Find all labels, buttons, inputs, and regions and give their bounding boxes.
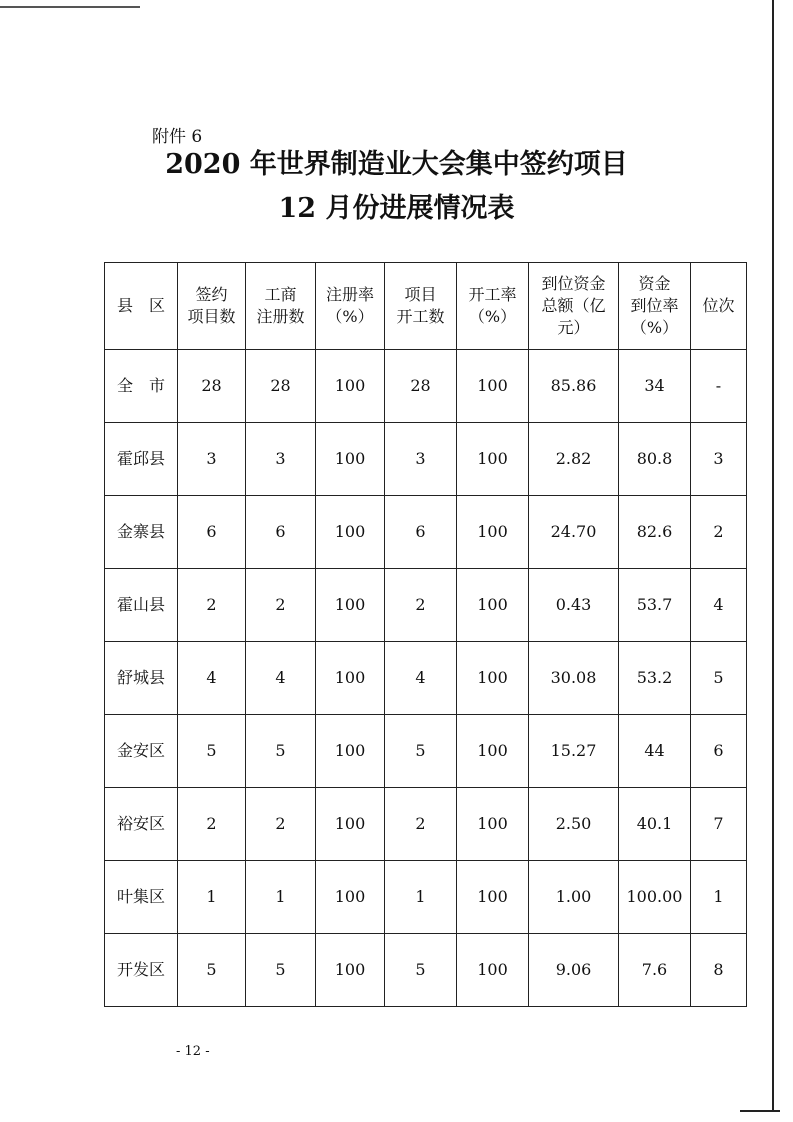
- table-cell: 1: [246, 861, 316, 934]
- table-cell: 53.2: [619, 642, 691, 715]
- column-header: [178, 263, 246, 350]
- progress-table: [104, 262, 747, 1007]
- table-cell: 5: [246, 715, 316, 788]
- table-header-row: [105, 263, 747, 350]
- table-cell: 82.6: [619, 496, 691, 569]
- column-header-line: 位次: [702, 296, 735, 315]
- table-cell: 5: [691, 642, 747, 715]
- table-cell: 53.7: [619, 569, 691, 642]
- column-header-line: 项目: [404, 285, 437, 304]
- column-header: [105, 263, 178, 350]
- table-cell: 80.8: [619, 423, 691, 496]
- column-header: [619, 263, 691, 350]
- table-cell: 2: [246, 569, 316, 642]
- county-cell: 霍邱县: [105, 423, 178, 496]
- table-cell: 2.82: [529, 423, 619, 496]
- table-cell: 100: [316, 350, 385, 423]
- column-header: [316, 263, 385, 350]
- column-header-line: 注册率: [325, 285, 374, 304]
- table-cell: 85.86: [529, 350, 619, 423]
- column-header-line: 到位率: [630, 296, 679, 315]
- table-cell: 100: [457, 715, 529, 788]
- column-header: [529, 263, 619, 350]
- column-header: [457, 263, 529, 350]
- table-cell: 100: [457, 934, 529, 1007]
- table-row: [105, 496, 747, 569]
- table-cell: 6: [691, 715, 747, 788]
- table-cell: -: [691, 350, 747, 423]
- table-cell: 100: [457, 423, 529, 496]
- table-cell: 3: [385, 423, 457, 496]
- table-cell: 28: [246, 350, 316, 423]
- table-row: [105, 934, 747, 1007]
- table-row: [105, 423, 747, 496]
- county-cell: 霍山县: [105, 569, 178, 642]
- column-header: [246, 263, 316, 350]
- table-cell: 24.70: [529, 496, 619, 569]
- table-cell: 100: [316, 496, 385, 569]
- table-cell: 100: [316, 788, 385, 861]
- table-cell: 4: [178, 642, 246, 715]
- table-cell: 3: [178, 423, 246, 496]
- table-cell: 7.6: [619, 934, 691, 1007]
- column-header-line: 县 区: [116, 296, 165, 315]
- column-header-line: 总额（亿: [541, 296, 606, 315]
- table-cell: 6: [385, 496, 457, 569]
- county-cell: 全 市: [105, 350, 178, 423]
- table-cell: 5: [385, 715, 457, 788]
- table-cell: 2.50: [529, 788, 619, 861]
- table-row: [105, 350, 747, 423]
- table-cell: 100: [457, 569, 529, 642]
- county-cell: 舒城县: [105, 642, 178, 715]
- table-cell: 28: [385, 350, 457, 423]
- table-cell: 2: [385, 569, 457, 642]
- page-number: - 12 -: [176, 1044, 210, 1059]
- table-cell: 100: [316, 715, 385, 788]
- table-cell: 7: [691, 788, 747, 861]
- column-header-line: （%）: [326, 307, 374, 326]
- column-header-line: 到位资金: [541, 274, 606, 293]
- scan-edge-line: [0, 6, 140, 8]
- table-cell: 100: [457, 642, 529, 715]
- table-cell: 100: [316, 642, 385, 715]
- column-header-line: 开工率: [468, 285, 517, 304]
- table-cell: 4: [691, 569, 747, 642]
- table-cell: 2: [178, 569, 246, 642]
- column-header-line: 签约: [195, 285, 228, 304]
- table-cell: 4: [385, 642, 457, 715]
- table-row: [105, 642, 747, 715]
- table-cell: 5: [385, 934, 457, 1007]
- column-header: [385, 263, 457, 350]
- column-header-line: （%）: [630, 318, 679, 337]
- column-header-line: （%）: [468, 307, 517, 326]
- attachment-label: 附件 6: [152, 127, 203, 147]
- table-cell: 1: [178, 861, 246, 934]
- column-header-line: 工商: [264, 285, 297, 304]
- column-header-line: 开工数: [396, 307, 445, 326]
- table-cell: 3: [246, 423, 316, 496]
- document-title-line1: 2020 年世界制造业大会集中签约项目: [165, 149, 628, 180]
- table-cell: 2: [691, 496, 747, 569]
- table-cell: 4: [246, 642, 316, 715]
- table-cell: 100: [316, 934, 385, 1007]
- table-row: [105, 715, 747, 788]
- table-cell: 6: [246, 496, 316, 569]
- table-cell: 1: [691, 861, 747, 934]
- table-cell: 40.1: [619, 788, 691, 861]
- county-cell: 金寨县: [105, 496, 178, 569]
- scan-border-bottom: [740, 1110, 780, 1112]
- table-cell: 30.08: [529, 642, 619, 715]
- table-cell: 100: [457, 350, 529, 423]
- county-cell: 开发区: [105, 934, 178, 1007]
- column-header-line: 项目数: [187, 307, 236, 326]
- table-cell: 100.00: [619, 861, 691, 934]
- table-row: [105, 569, 747, 642]
- table-row: [105, 861, 747, 934]
- column-header: [691, 263, 747, 350]
- table-cell: 100: [316, 423, 385, 496]
- county-cell: 金安区: [105, 715, 178, 788]
- column-header-line: 资金: [638, 274, 671, 293]
- table-cell: 1: [385, 861, 457, 934]
- county-cell: 裕安区: [105, 788, 178, 861]
- column-header-line: 注册数: [256, 307, 305, 326]
- table-cell: 6: [178, 496, 246, 569]
- table-cell: 5: [178, 715, 246, 788]
- table-cell: 1.00: [529, 861, 619, 934]
- table-cell: 9.06: [529, 934, 619, 1007]
- table-cell: 5: [246, 934, 316, 1007]
- table-cell: 100: [457, 861, 529, 934]
- table-cell: 28: [178, 350, 246, 423]
- table-cell: 100: [316, 569, 385, 642]
- column-header-line: 元）: [557, 318, 590, 337]
- table-cell: 2: [246, 788, 316, 861]
- table-cell: 15.27: [529, 715, 619, 788]
- document-title-line2: 12 月份进展情况表: [278, 193, 515, 224]
- table-cell: 3: [691, 423, 747, 496]
- table-cell: 5: [178, 934, 246, 1007]
- table-cell: 100: [316, 861, 385, 934]
- table-cell: 100: [457, 496, 529, 569]
- table-cell: 2: [385, 788, 457, 861]
- table-cell: 8: [691, 934, 747, 1007]
- table-cell: 100: [457, 788, 529, 861]
- table-cell: 34: [619, 350, 691, 423]
- table-cell: 2: [178, 788, 246, 861]
- table-row: [105, 788, 747, 861]
- table-cell: 44: [619, 715, 691, 788]
- county-cell: 叶集区: [105, 861, 178, 934]
- table-cell: 0.43: [529, 569, 619, 642]
